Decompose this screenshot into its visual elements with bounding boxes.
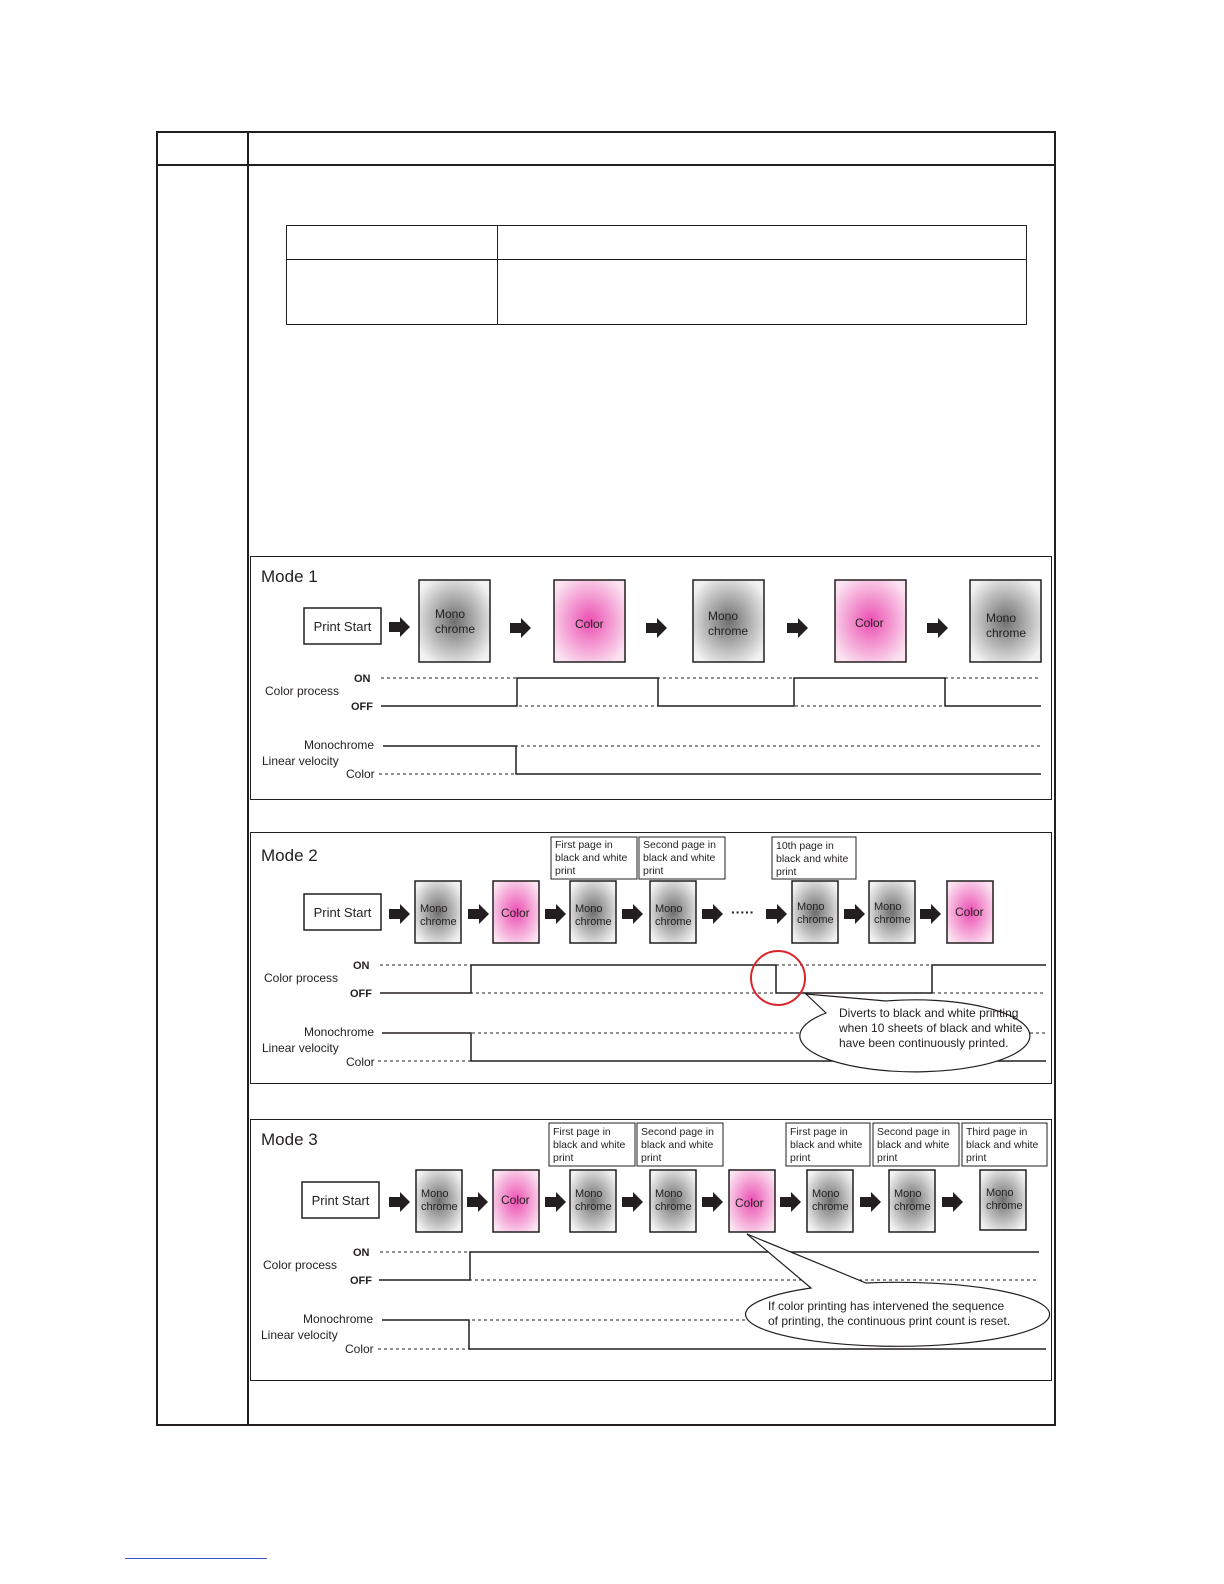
page-monochrome xyxy=(980,1170,1026,1230)
page-label: Mono xyxy=(420,903,448,915)
arrow-icon xyxy=(860,1192,881,1212)
monochrome-label: Monochrome xyxy=(303,1312,374,1326)
inner-table xyxy=(286,225,1027,325)
arrow-icon xyxy=(766,904,787,924)
page-count-label xyxy=(551,837,637,879)
page-monochrome xyxy=(416,1170,462,1232)
label-line: black and white xyxy=(776,853,849,865)
page-label: chrome xyxy=(986,626,1027,640)
label-line: 10th page in xyxy=(776,840,834,852)
page-label: chrome xyxy=(655,1201,692,1213)
page-color xyxy=(493,881,539,943)
page-monochrome xyxy=(970,580,1041,662)
label-line: Second page in xyxy=(877,1126,950,1138)
arrow-icon xyxy=(389,1192,410,1212)
callout-line: Diverts to black and white printing xyxy=(839,1006,1019,1020)
page-label: chrome xyxy=(575,916,612,928)
callout-bubble xyxy=(746,1234,1050,1346)
label-line: black and white xyxy=(643,852,716,864)
page-label: Color xyxy=(501,906,530,920)
page-count-label xyxy=(549,1123,635,1166)
page-label: Color xyxy=(955,905,984,919)
arrow-icon xyxy=(467,1192,488,1212)
page-monochrome xyxy=(889,1170,935,1232)
color-process-signal xyxy=(379,1252,1039,1280)
monochrome-label: Monochrome xyxy=(304,738,375,752)
mode-2-svg xyxy=(251,833,1053,1085)
page-monochrome xyxy=(570,1170,616,1232)
page-monochrome xyxy=(415,881,461,943)
on-label: ON xyxy=(354,673,371,685)
callout-bubble xyxy=(800,994,1030,1072)
linear-velocity-label: Linear velocity xyxy=(262,1041,339,1055)
page-label: chrome xyxy=(655,916,692,928)
page-count-label xyxy=(873,1123,959,1166)
monochrome-label: Monochrome xyxy=(304,1025,375,1039)
arrow-icon xyxy=(622,1192,643,1212)
arrow-icon xyxy=(942,1192,963,1212)
page-count-label xyxy=(962,1123,1047,1166)
mode-3-svg xyxy=(251,1120,1053,1382)
page-label: Color xyxy=(855,616,884,630)
label-line: print xyxy=(555,865,576,877)
print-start-box xyxy=(302,1182,379,1218)
label-line: black and white xyxy=(790,1139,863,1151)
label-line: Second page in xyxy=(641,1126,714,1138)
page-label: Mono xyxy=(986,611,1017,625)
callout-line: of printing, the continuous print count is reset. xyxy=(768,1314,1011,1328)
page-count-label xyxy=(639,837,725,879)
color-velocity-label: Color xyxy=(346,767,375,781)
label-line: print xyxy=(776,866,797,878)
mode-3-diagram xyxy=(250,1119,1052,1381)
linear-velocity-label: Linear velocity xyxy=(262,754,339,768)
label-line: print xyxy=(790,1152,811,1164)
arrow-icon xyxy=(389,617,410,637)
page-color xyxy=(554,580,625,662)
label-line: black and white xyxy=(641,1139,714,1151)
table-header-divider xyxy=(158,164,1054,166)
callout-line: If color printing has intervened the sequence xyxy=(768,1299,1005,1313)
label-line: black and white xyxy=(877,1139,950,1151)
mode-title: Mode 3 xyxy=(261,1130,318,1149)
arrow-icon xyxy=(545,1192,566,1212)
page-label: Mono xyxy=(655,903,683,915)
label-line: print xyxy=(877,1152,898,1164)
page-label: Mono xyxy=(421,1188,449,1200)
callout-line: have been continuously printed. xyxy=(839,1036,1009,1050)
inner-table-header-divider xyxy=(287,259,1026,260)
page-monochrome xyxy=(570,881,616,943)
highlight-circle xyxy=(751,951,805,1005)
inner-table-column-divider xyxy=(497,226,498,324)
arrow-icon xyxy=(646,618,667,638)
color-velocity-label: Color xyxy=(345,1342,374,1356)
color-process-signal xyxy=(381,678,1041,706)
page-label: Mono xyxy=(894,1188,922,1200)
arrow-icon xyxy=(780,1192,801,1212)
label-line: black and white xyxy=(555,852,628,864)
page-label: Mono xyxy=(708,609,739,623)
on-label: ON xyxy=(353,1247,370,1259)
mode-title: Mode 1 xyxy=(261,567,318,586)
page-label: Mono xyxy=(435,607,466,621)
page-monochrome xyxy=(792,881,838,943)
print-start-box xyxy=(304,608,381,644)
page-label: Mono xyxy=(986,1187,1014,1199)
callout-line: when 10 sheets of black and white xyxy=(839,1021,1023,1035)
off-label: OFF xyxy=(350,988,372,1000)
arrow-icon xyxy=(389,904,410,924)
page-count-label xyxy=(786,1123,870,1166)
arrow-icon xyxy=(787,618,808,638)
page-label: chrome xyxy=(894,1201,931,1213)
page-monochrome xyxy=(650,881,696,943)
page-label: chrome xyxy=(874,914,911,926)
page-label: Mono xyxy=(575,1188,603,1200)
label-line: First page in xyxy=(790,1126,848,1138)
page-label: Mono xyxy=(874,901,902,913)
color-process-signal xyxy=(380,965,1046,993)
label-line: black and white xyxy=(966,1139,1039,1151)
label-line: print xyxy=(643,865,664,877)
page-label: Color xyxy=(575,617,604,631)
page-label: chrome xyxy=(812,1201,849,1213)
footer-link-underline xyxy=(125,1558,267,1559)
label-line: First page in xyxy=(553,1126,611,1138)
ellipsis-dots: ····· xyxy=(731,904,755,920)
arrow-icon xyxy=(510,618,531,638)
page-label: chrome xyxy=(986,1200,1023,1212)
arrow-icon xyxy=(920,904,941,924)
page-monochrome xyxy=(650,1170,696,1232)
print-start-label: Print Start xyxy=(311,1193,370,1208)
print-start-label: Print Start xyxy=(313,905,372,920)
page-label: chrome xyxy=(575,1201,612,1213)
page-label: Color xyxy=(735,1196,764,1210)
mode-1-diagram xyxy=(250,556,1052,800)
label-line: Second page in xyxy=(643,839,716,851)
arrow-icon xyxy=(468,904,489,924)
page-monochrome xyxy=(807,1170,853,1232)
page-monochrome xyxy=(419,580,490,662)
color-velocity-label: Color xyxy=(346,1055,375,1069)
print-start-box xyxy=(304,894,381,930)
page-label: chrome xyxy=(708,624,749,638)
arrow-icon xyxy=(545,904,566,924)
label-line: First page in xyxy=(555,839,613,851)
mode-2-diagram xyxy=(250,832,1052,1084)
on-label: ON xyxy=(353,960,370,972)
mode-1-svg xyxy=(251,557,1053,801)
page-monochrome xyxy=(693,580,764,662)
page-color xyxy=(493,1170,539,1232)
page-label: Mono xyxy=(797,901,825,913)
page-label: Color xyxy=(501,1193,530,1207)
page-label: Mono xyxy=(655,1188,683,1200)
color-process-label: Color process xyxy=(263,1258,338,1272)
page-color xyxy=(947,881,993,943)
linear-velocity-label: Linear velocity xyxy=(261,1328,338,1342)
table-column-divider xyxy=(247,133,249,1424)
print-start-label: Print Start xyxy=(313,619,372,634)
off-label: OFF xyxy=(351,701,373,713)
label-line: print xyxy=(553,1152,574,1164)
arrow-icon xyxy=(702,904,723,924)
label-line: print xyxy=(641,1152,662,1164)
color-process-label: Color process xyxy=(264,971,339,985)
page-count-label xyxy=(772,837,856,879)
mode-title: Mode 2 xyxy=(261,846,318,865)
arrow-icon xyxy=(927,618,948,638)
page-label: chrome xyxy=(435,622,476,636)
page-label: chrome xyxy=(797,914,834,926)
color-process-label: Color process xyxy=(265,684,340,698)
label-line: Third page in xyxy=(966,1126,1028,1138)
page-label: chrome xyxy=(420,916,457,928)
page-color xyxy=(729,1170,775,1232)
arrow-icon xyxy=(622,904,643,924)
page-color xyxy=(835,580,906,662)
linear-velocity-signal xyxy=(383,746,1041,774)
page-label: Mono xyxy=(812,1188,840,1200)
page-label: chrome xyxy=(421,1201,458,1213)
page-label: Mono xyxy=(575,903,603,915)
arrow-icon xyxy=(844,904,865,924)
page-count-label xyxy=(637,1123,723,1166)
label-line: black and white xyxy=(553,1139,626,1151)
label-line: print xyxy=(966,1152,987,1164)
arrow-icon xyxy=(702,1192,723,1212)
off-label: OFF xyxy=(350,1275,372,1287)
page-monochrome xyxy=(869,881,915,943)
